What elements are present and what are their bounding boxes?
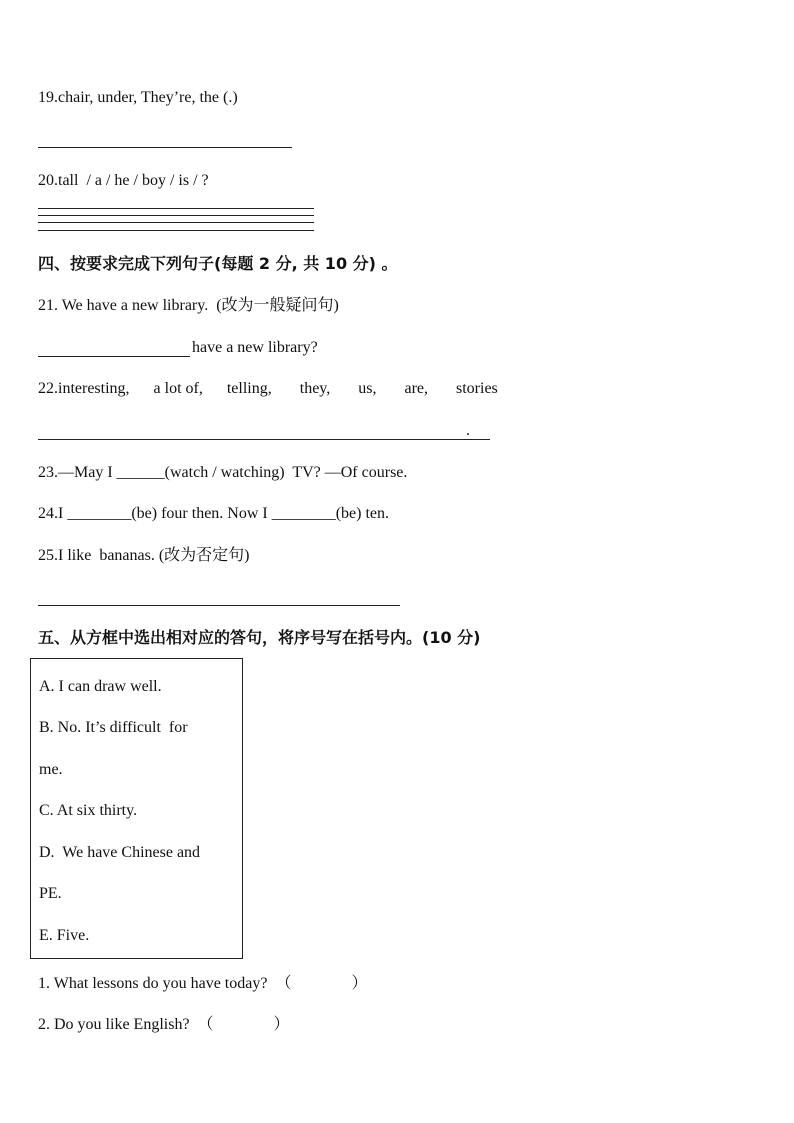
question-23: 23.—May I ______(watch / watching) TV? —Of course. bbox=[38, 464, 408, 481]
answer-line-21 bbox=[38, 356, 190, 357]
answer-line-25 bbox=[38, 605, 400, 606]
choice-d-line1: D. We have Chinese and bbox=[39, 844, 201, 861]
section-4-heading: 四、按要求完成下列句子(每题 2 分, 共 10 分) 。 bbox=[38, 254, 398, 273]
question-25: 25.I like bananas. (改为否定句) bbox=[38, 547, 250, 564]
choice-c: C. At six thirty. bbox=[39, 802, 138, 819]
choice-d-line2: PE. bbox=[39, 885, 62, 902]
question-21: 21. We have a new library. (改为一般疑问句) bbox=[38, 297, 339, 314]
choice-b-line2: me. bbox=[39, 761, 63, 778]
question-20: 20.tall / a / he / boy / is / ? bbox=[38, 172, 209, 189]
match-item-1: 1. What lessons do you have today? （ ） bbox=[38, 975, 368, 992]
question-22-period: . bbox=[466, 422, 470, 439]
match-item-2: 2. Do you like English? （ ） bbox=[38, 1016, 290, 1033]
answer-choices-box bbox=[30, 658, 243, 959]
choice-b-line1: B. No. It’s difficult for bbox=[39, 719, 188, 736]
answer-line-20a bbox=[38, 208, 314, 209]
choice-a: A. I can draw well. bbox=[39, 678, 162, 695]
answer-line-20b bbox=[38, 215, 314, 216]
answer-line-20c bbox=[38, 222, 314, 223]
choice-e: E. Five. bbox=[39, 927, 90, 944]
answer-line-20d bbox=[38, 230, 314, 231]
question-19: 19.chair, under, They’re, the (.) bbox=[38, 89, 238, 106]
answer-line-19 bbox=[38, 147, 292, 148]
question-21-suffix: have a new library? bbox=[192, 339, 318, 356]
section-5-heading: 五、从方框中选出相对应的答句，将序号写在括号内。(10 分) bbox=[38, 628, 481, 647]
answer-line-22 bbox=[38, 439, 490, 440]
question-24: 24.I ________(be) four then. Now I ________(be) ten. bbox=[38, 505, 390, 522]
question-22: 22.interesting, a lot of, telling, they, us, are, stories bbox=[38, 380, 498, 397]
